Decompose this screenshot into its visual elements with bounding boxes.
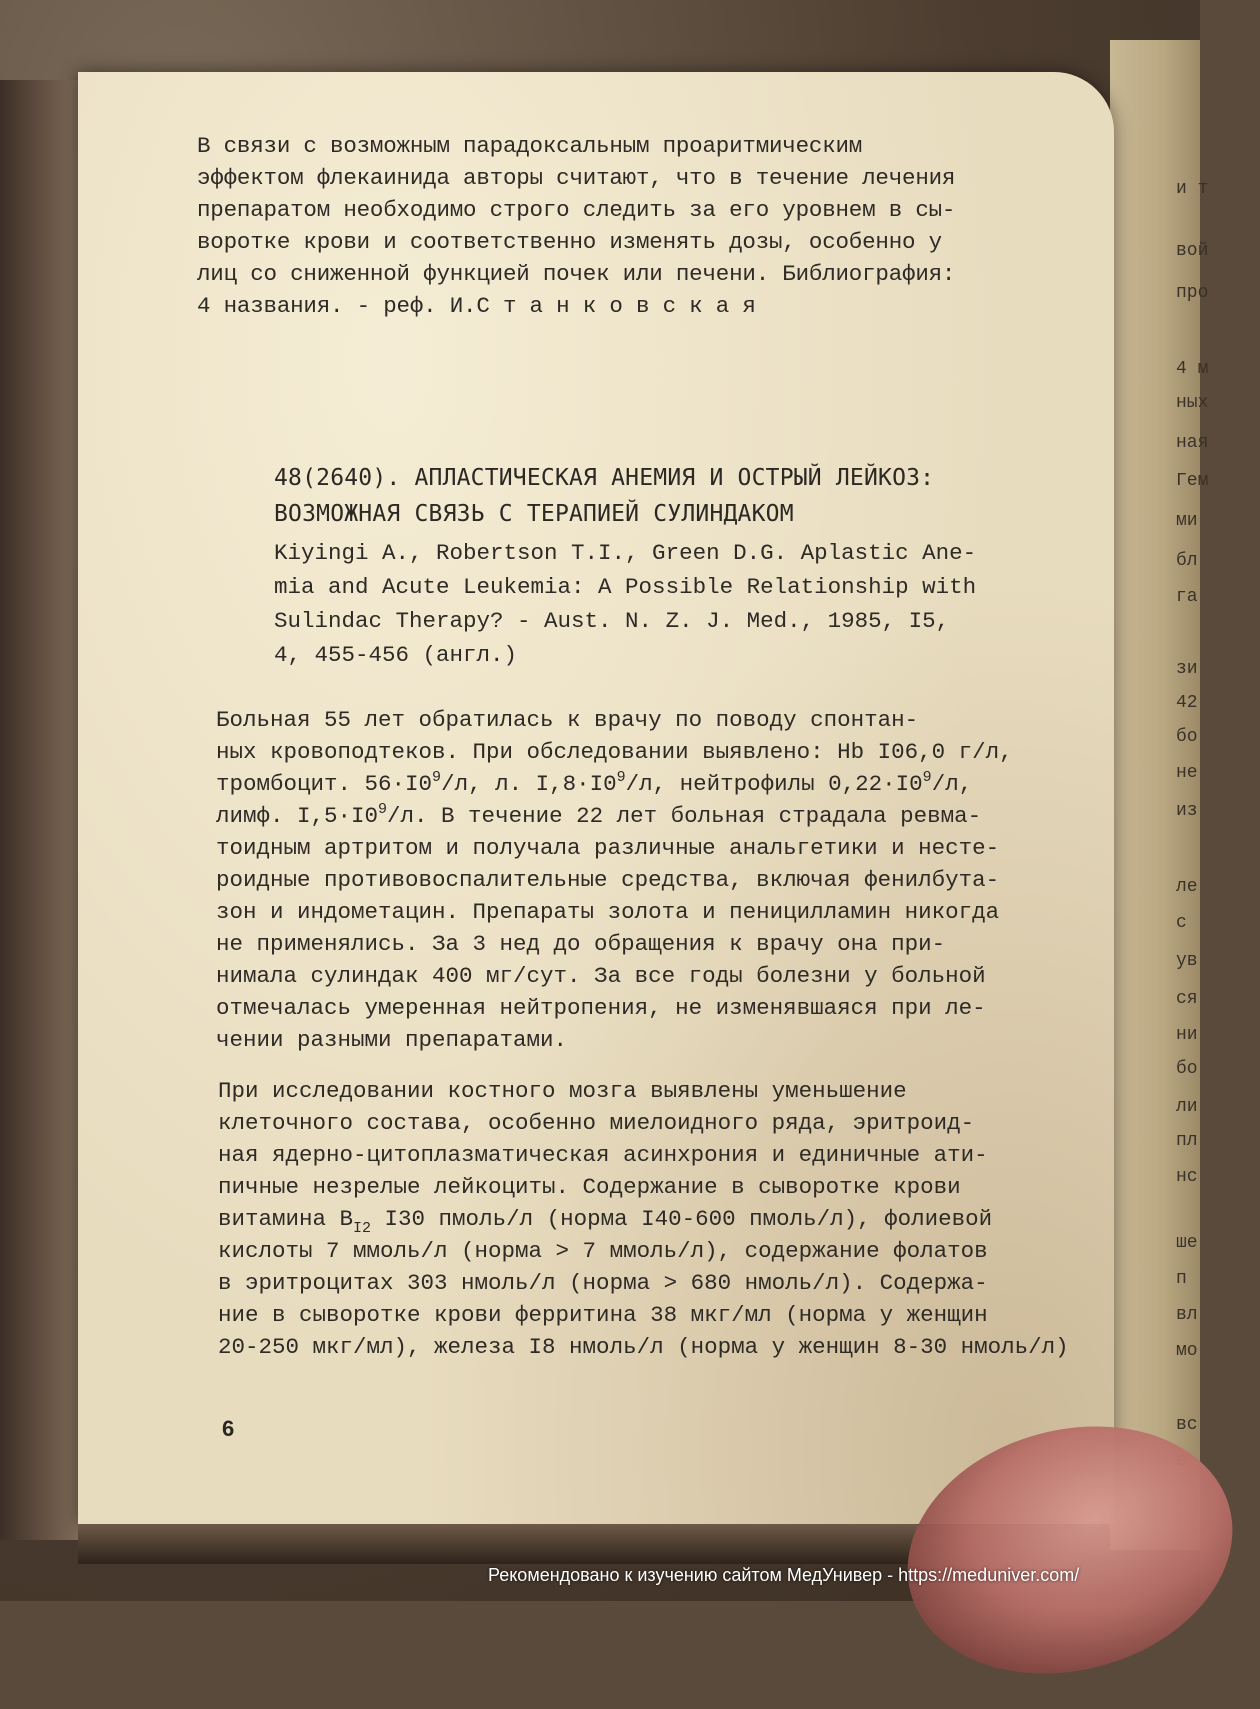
text-line: ние в сыворотке крови ферритина 38 мкг/мл (норма у женщин (218, 1302, 988, 1328)
citation-line: Kiyingi A., Robertson T.I., Green D.G. Aplastic Ane- (274, 540, 977, 566)
text-fragment: /л. В течение 22 лет больная страдала ревма- (387, 803, 982, 829)
adjacent-page-fragment: вс (1176, 1415, 1198, 1435)
adjacent-page-fragment: и т (1176, 179, 1209, 199)
marrow-paragraph (218, 1076, 1069, 1364)
text-line: отмечалась умеренная нейтропения, не изменявшаяся при ле- (216, 995, 986, 1021)
adjacent-page-fragment: мо (1176, 1341, 1198, 1361)
title-line: 48(2640). АПЛАСТИЧЕСКАЯ АНЕМИЯ И ОСТРЫЙ ЛЕЙКОЗ: (274, 465, 935, 491)
text-line: клеточного состава, особенно миелоидного ряда, эритроид- (218, 1110, 975, 1136)
text-line: При исследовании костного мозга выявлены уменьшение (218, 1078, 907, 1104)
adjacent-page-fragment: не (1176, 763, 1198, 783)
adjacent-page-fragment: из (1176, 801, 1198, 821)
text-line: зон и индометацин. Препараты золота и пеницилламин никогда (216, 899, 1000, 925)
watermark: Рекомендовано к изучению сайтом МедУнивер - https://meduniver.com/ (488, 1565, 1080, 1585)
intro-paragraph (197, 130, 955, 322)
text-line: пичные незрелые лейкоциты. Содержание в сыворотке крови (218, 1174, 961, 1200)
subscript: I2 (353, 1220, 372, 1237)
adjacent-page-fragment: вой (1176, 241, 1209, 261)
adjacent-page-fragment: ни (1176, 1025, 1198, 1045)
adjacent-page-fragment: 4 м (1176, 359, 1209, 379)
adjacent-page-fragment: вл (1176, 1305, 1198, 1325)
adjacent-page-fragment: зи (1176, 659, 1198, 679)
text-line-lymph (216, 801, 1013, 833)
adjacent-page (1110, 40, 1209, 1550)
text-fragment: /л, (931, 771, 973, 797)
text-line: чении разными препаратами. (216, 1027, 568, 1053)
citation-line: Sulindac Therapy? - Aust. N. Z. J. Med., 1985, I5, (274, 608, 950, 634)
page-number: 6 (222, 1416, 235, 1441)
text-line: В связи с возможным парадоксальным проаритмическим (197, 133, 863, 159)
text-line: нимала сулиндак 400 мг/сут. За все годы болезни у больной (216, 963, 986, 989)
adjacent-page-fragment: ся (1176, 989, 1198, 1009)
text-fragment: тромбоцит. 56·I0 (216, 771, 433, 797)
title-line: ВОЗМОЖНАЯ СВЯЗЬ С ТЕРАПИЕЙ СУЛИНДАКОМ (274, 501, 794, 527)
article-citation (274, 536, 976, 672)
text-fragment: лимф. I,5·I0 (216, 803, 379, 829)
text-line: препаратом необходимо строго следить за его уровнем в сы- (197, 197, 956, 223)
adjacent-page-fragment: бо (1176, 1059, 1198, 1079)
adjacent-page-fragment: нс (1176, 1167, 1198, 1187)
text-line: тоидным артритом и получала различные анальгетики и несте- (216, 835, 1000, 861)
case-paragraph (216, 705, 1013, 1057)
adjacent-page-fragment: га (1176, 587, 1198, 607)
text-line: кислоты 7 ммоль/л (норма > 7 ммоль/л), содержание фолатов (218, 1238, 988, 1264)
adjacent-page-fragment: ув (1176, 951, 1198, 971)
adjacent-page-fragment: ше (1176, 1233, 1198, 1253)
adjacent-page-fragment: Гем (1176, 471, 1209, 491)
adjacent-page-fragment: ми (1176, 511, 1198, 531)
text-line: 4 названия. - реф. И.С т а н к о в с к а я (197, 293, 756, 319)
text-fragment: /л, нейтрофилы 0,22·I0 (625, 771, 923, 797)
adjacent-page-fragment: ная (1176, 433, 1209, 453)
adjacent-page-fragment: бо (1176, 727, 1198, 747)
adjacent-page-fragment: с (1176, 913, 1187, 933)
adjacent-page-fragment: ле (1176, 877, 1198, 897)
text-line-vitamin (218, 1204, 1069, 1236)
text-line-blood-counts (216, 769, 1013, 801)
book-spine-left (0, 80, 90, 1540)
text-fragment: I30 пмоль/л (норма I40-600 пмоль/л), фолиевой (371, 1206, 993, 1232)
citation-line: mia and Acute Leukemia: A Possible Relationship with (274, 574, 977, 600)
adjacent-page-fragment: бл (1176, 551, 1198, 571)
adjacent-page-fragment: ных (1176, 393, 1209, 413)
text-fragment: /л, л. I,8·I0 (441, 771, 617, 797)
text-line: роидные противовоспалительные средства, включая фенилбута- (216, 867, 1000, 893)
text-line: в эритроцитах 303 нмоль/л (норма > 680 нмоль/л). Содержа- (218, 1270, 988, 1296)
text-line: воротке крови и соответственно изменять дозы, особенно у (197, 229, 942, 255)
text-line: не применялись. За 3 нед до обращения к врачу она при- (216, 931, 946, 957)
text-line: ная ядерно-цитоплазматическая асинхрония и единичные ати- (218, 1142, 988, 1168)
text-line: эффектом флекаинида авторы считают, что в течение лечения (197, 165, 956, 191)
superscript: 9 (616, 769, 626, 786)
citation-line: 4, 455-456 (англ.) (274, 642, 518, 668)
superscript: 9 (378, 801, 388, 818)
adjacent-page-fragment: пл (1176, 1131, 1198, 1151)
superscript: 9 (922, 769, 932, 786)
article-title (274, 460, 934, 532)
superscript: 9 (432, 769, 442, 786)
book-bottom-edge (78, 1524, 918, 1564)
adjacent-page-fragment: про (1176, 283, 1209, 303)
adjacent-page-fragment: п (1176, 1269, 1187, 1289)
text-line: 20-250 мкг/мл), железа I8 нмоль/л (норма у женщин 8-30 нмоль/л) (218, 1334, 1069, 1360)
text-fragment: витамина B (218, 1206, 354, 1232)
text-line: лиц со сниженной функцией почек или печени. Библиография: (197, 261, 956, 287)
text-line: ных кровоподтеков. При обследовании выявлено: Hb I06,0 г/л, (216, 739, 1013, 765)
adjacent-page-fragment: ли (1176, 1097, 1198, 1117)
adjacent-page-fragment: 42 (1176, 693, 1198, 713)
text-line: Больная 55 лет обратилась к врачу по поводу спонтан- (216, 707, 919, 733)
